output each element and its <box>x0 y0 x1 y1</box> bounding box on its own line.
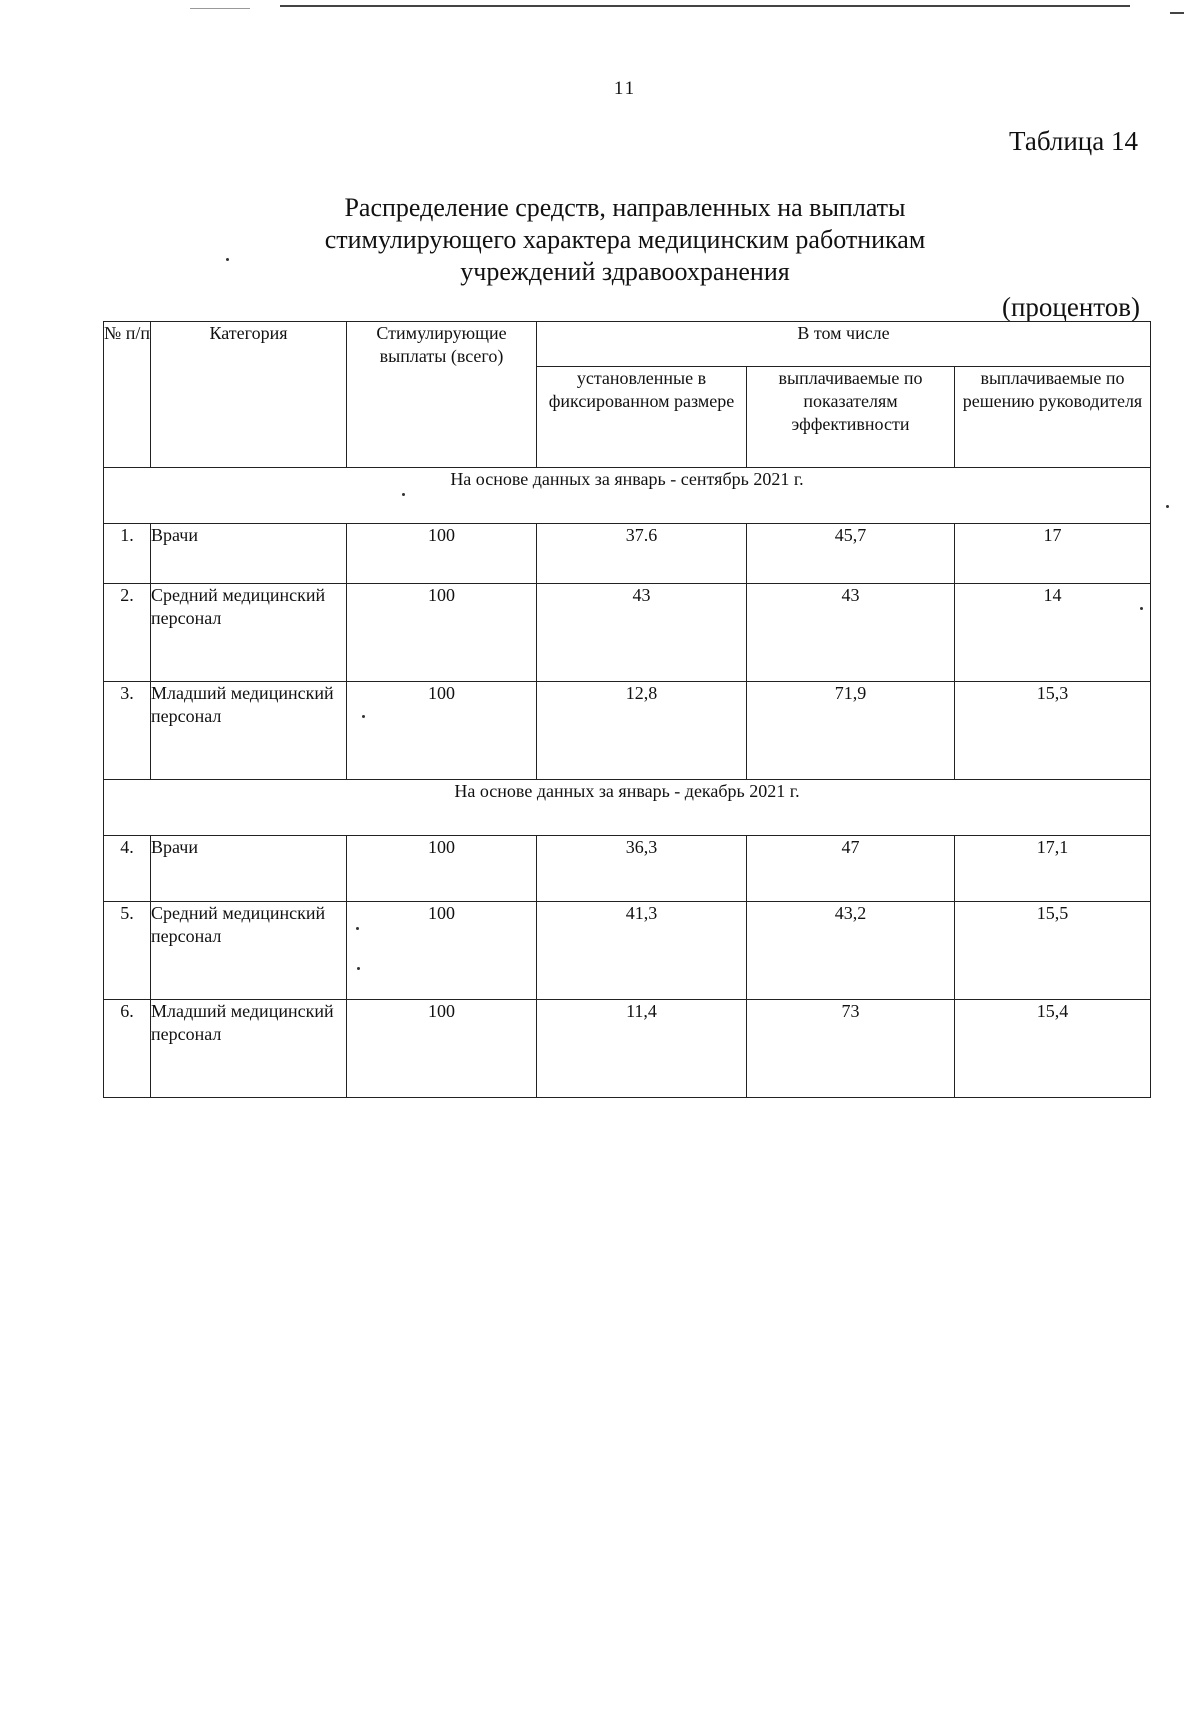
row-total: 100 <box>347 584 537 682</box>
row-number: 3. <box>104 682 151 780</box>
scan-speck <box>1140 607 1143 610</box>
section-row <box>104 780 1151 836</box>
row-manager: 17 <box>955 524 1151 584</box>
scan-speck <box>362 715 365 718</box>
row-fixed: 43 <box>537 584 747 682</box>
scan-speck <box>1166 505 1169 508</box>
row-performance: 71,9 <box>747 682 955 780</box>
header-category: Категория <box>151 322 347 468</box>
scan-edge-line <box>280 5 1130 7</box>
row-fixed: 37.6 <box>537 524 747 584</box>
header-fixed: установленные в фиксированном размере <box>537 367 747 468</box>
row-manager: 14 <box>955 584 1151 682</box>
header-total: Стимулирующие выплаты (всего) <box>347 322 537 468</box>
row-fixed: 36,3 <box>537 836 747 902</box>
row-category: Младший медицинский персонал <box>151 1000 347 1098</box>
scan-edge-line <box>190 8 250 9</box>
section-title: На основе данных за январь - сентябрь 2021 г. <box>104 468 1151 524</box>
title-line: стимулирующего характера медицинским работникам <box>324 225 926 254</box>
table-row <box>104 682 1151 780</box>
document-title <box>200 192 1050 288</box>
page-number: 11 <box>613 78 637 99</box>
row-fixed: 11,4 <box>537 1000 747 1098</box>
row-category: Средний медицинский персонал <box>151 902 347 1000</box>
table-row <box>104 836 1151 902</box>
scan-speck <box>226 258 229 261</box>
scan-speck <box>357 967 360 970</box>
units-label: (процентов) <box>1001 292 1140 322</box>
row-category: Врачи <box>151 524 347 584</box>
row-fixed: 12,8 <box>537 682 747 780</box>
distribution-table <box>103 321 1151 1098</box>
row-manager: 17,1 <box>955 836 1151 902</box>
section-row <box>104 468 1151 524</box>
row-total: 100 <box>347 902 537 1000</box>
row-manager: 15,4 <box>955 1000 1151 1098</box>
title-line: Распределение средств, направленных на выплаты <box>344 193 906 222</box>
row-category: Младший медицинский персонал <box>151 682 347 780</box>
scan-edge-mark <box>1170 12 1184 14</box>
header-performance: выплачиваемые по показателям эффективности <box>747 367 955 468</box>
row-performance: 43 <box>747 584 955 682</box>
table-row <box>104 584 1151 682</box>
table-row <box>104 524 1151 584</box>
row-manager: 15,3 <box>955 682 1151 780</box>
row-total: 100 <box>347 682 537 780</box>
row-fixed: 41,3 <box>537 902 747 1000</box>
scan-speck <box>356 927 359 930</box>
table-row <box>104 902 1151 1000</box>
row-performance: 47 <box>747 836 955 902</box>
scan-speck <box>402 493 405 496</box>
row-number: 5. <box>104 902 151 1000</box>
row-category: Врачи <box>151 836 347 902</box>
section-title: На основе данных за январь - декабрь 2021 г. <box>104 780 1151 836</box>
title-line: учреждений здравоохранения <box>460 257 790 286</box>
row-performance: 45,7 <box>747 524 955 584</box>
row-performance: 43,2 <box>747 902 955 1000</box>
row-category: Средний медицинский персонал <box>151 584 347 682</box>
header-including: В том числе <box>537 322 1151 367</box>
table-row <box>104 1000 1151 1098</box>
row-number: 1. <box>104 524 151 584</box>
row-number: 2. <box>104 584 151 682</box>
row-number: 4. <box>104 836 151 902</box>
table-label: Таблица 14 <box>1009 126 1138 156</box>
row-number: 6. <box>104 1000 151 1098</box>
row-manager: 15,5 <box>955 902 1151 1000</box>
row-total: 100 <box>347 1000 537 1098</box>
row-total: 100 <box>347 524 537 584</box>
row-total: 100 <box>347 836 537 902</box>
header-number: № п/п <box>104 322 151 468</box>
header-manager: выплачиваемые по решению руководителя <box>955 367 1151 468</box>
row-performance: 73 <box>747 1000 955 1098</box>
